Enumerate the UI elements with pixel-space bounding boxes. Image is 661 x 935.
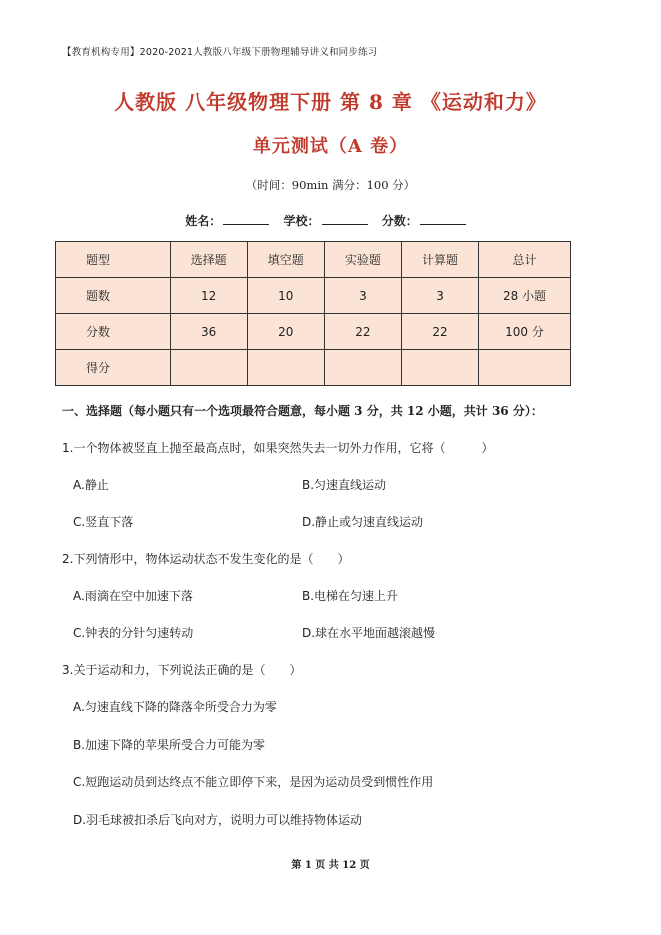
score-blank[interactable]	[420, 212, 466, 225]
name-blank[interactable]	[223, 212, 269, 225]
table-cell: 100 分	[479, 314, 571, 350]
document-title: 人教版 八年级物理下册 第 8 章 《运动和力》	[114, 90, 547, 114]
question-option: D.球在水平地面越滚越慢	[302, 626, 436, 640]
name-label: 姓名：	[185, 214, 222, 228]
table-row	[56, 278, 571, 314]
question-option: A.雨滴在空中加速下落	[73, 589, 193, 603]
table-cell: 总计	[479, 242, 571, 278]
table-row	[56, 350, 571, 386]
table-cell: 22	[401, 314, 478, 350]
question-option: A.静止	[73, 478, 109, 492]
score-entry-cell[interactable]	[324, 350, 401, 386]
table-cell: 选择题	[170, 242, 247, 278]
table-row	[56, 242, 571, 278]
table-cell: 实验题	[324, 242, 401, 278]
question-option: D.羽毛球被扣杀后飞向对方，说明力可以维持物体运动	[73, 813, 363, 827]
question-stem: 2.下列情形中，物体运动状态不发生变化的是（ ）	[62, 552, 350, 566]
question-stem: 3.关于运动和力，下列说法正确的是（ ）	[62, 663, 302, 677]
table-cell: 22	[324, 314, 401, 350]
score-entry-cell[interactable]	[401, 350, 478, 386]
question-option: C.竖直下落	[73, 515, 134, 529]
score-table	[55, 241, 571, 386]
table-cell: 填空题	[247, 242, 324, 278]
page-header: 【教育机构专用】2020-2021人教版八年级下册物理辅导讲义和同步练习	[62, 47, 378, 58]
section-title: 一、选择题（每小题只有一个选项最符合题意，每小题 3 分，共 12 小题，共计 36 分）：	[62, 404, 543, 418]
table-cell: 得分	[56, 350, 171, 386]
table-cell: 20	[247, 314, 324, 350]
page-footer: 第 1 页 共 12 页	[291, 860, 370, 871]
question-option: D.静止或匀速直线运动	[302, 515, 424, 529]
table-cell: 计算题	[401, 242, 478, 278]
question-option: B.加速下降的苹果所受合力可能为零	[73, 738, 266, 752]
school-blank[interactable]	[322, 212, 368, 225]
table-cell: 12	[170, 278, 247, 314]
table-cell: 题型	[56, 242, 171, 278]
score-entry-cell[interactable]	[479, 350, 571, 386]
question-option: B.匀速直线运动	[302, 478, 387, 492]
question-stem: 1.一个物体被竖直上抛至最高点时，如果突然失去一切外力作用，它将（ ）	[62, 441, 494, 455]
table-cell: 题数	[56, 278, 171, 314]
question-option: C.钟表的分针匀速转动	[73, 626, 194, 640]
score-label: 分数：	[381, 214, 418, 228]
table-cell: 36	[170, 314, 247, 350]
score-entry-cell[interactable]	[170, 350, 247, 386]
table-cell: 3	[324, 278, 401, 314]
question-option: C.短跑运动员到达终点不能立即停下来，是因为运动员受到惯性作用	[73, 775, 434, 789]
student-info-row	[0, 212, 661, 229]
table-cell: 28 小题	[479, 278, 571, 314]
school-label: 学校：	[283, 214, 320, 228]
score-entry-cell[interactable]	[247, 350, 324, 386]
time-info: （时间：90min 满分：100 分）	[245, 178, 416, 192]
question-option: B.电梯在匀速上升	[302, 589, 399, 603]
question-option: A.匀速直线下降的降落伞所受合力为零	[73, 700, 277, 714]
table-row	[56, 314, 571, 350]
table-cell: 10	[247, 278, 324, 314]
table-cell: 分数	[56, 314, 171, 350]
table-cell: 3	[401, 278, 478, 314]
document-subtitle: 单元测试（A 卷）	[252, 136, 409, 157]
